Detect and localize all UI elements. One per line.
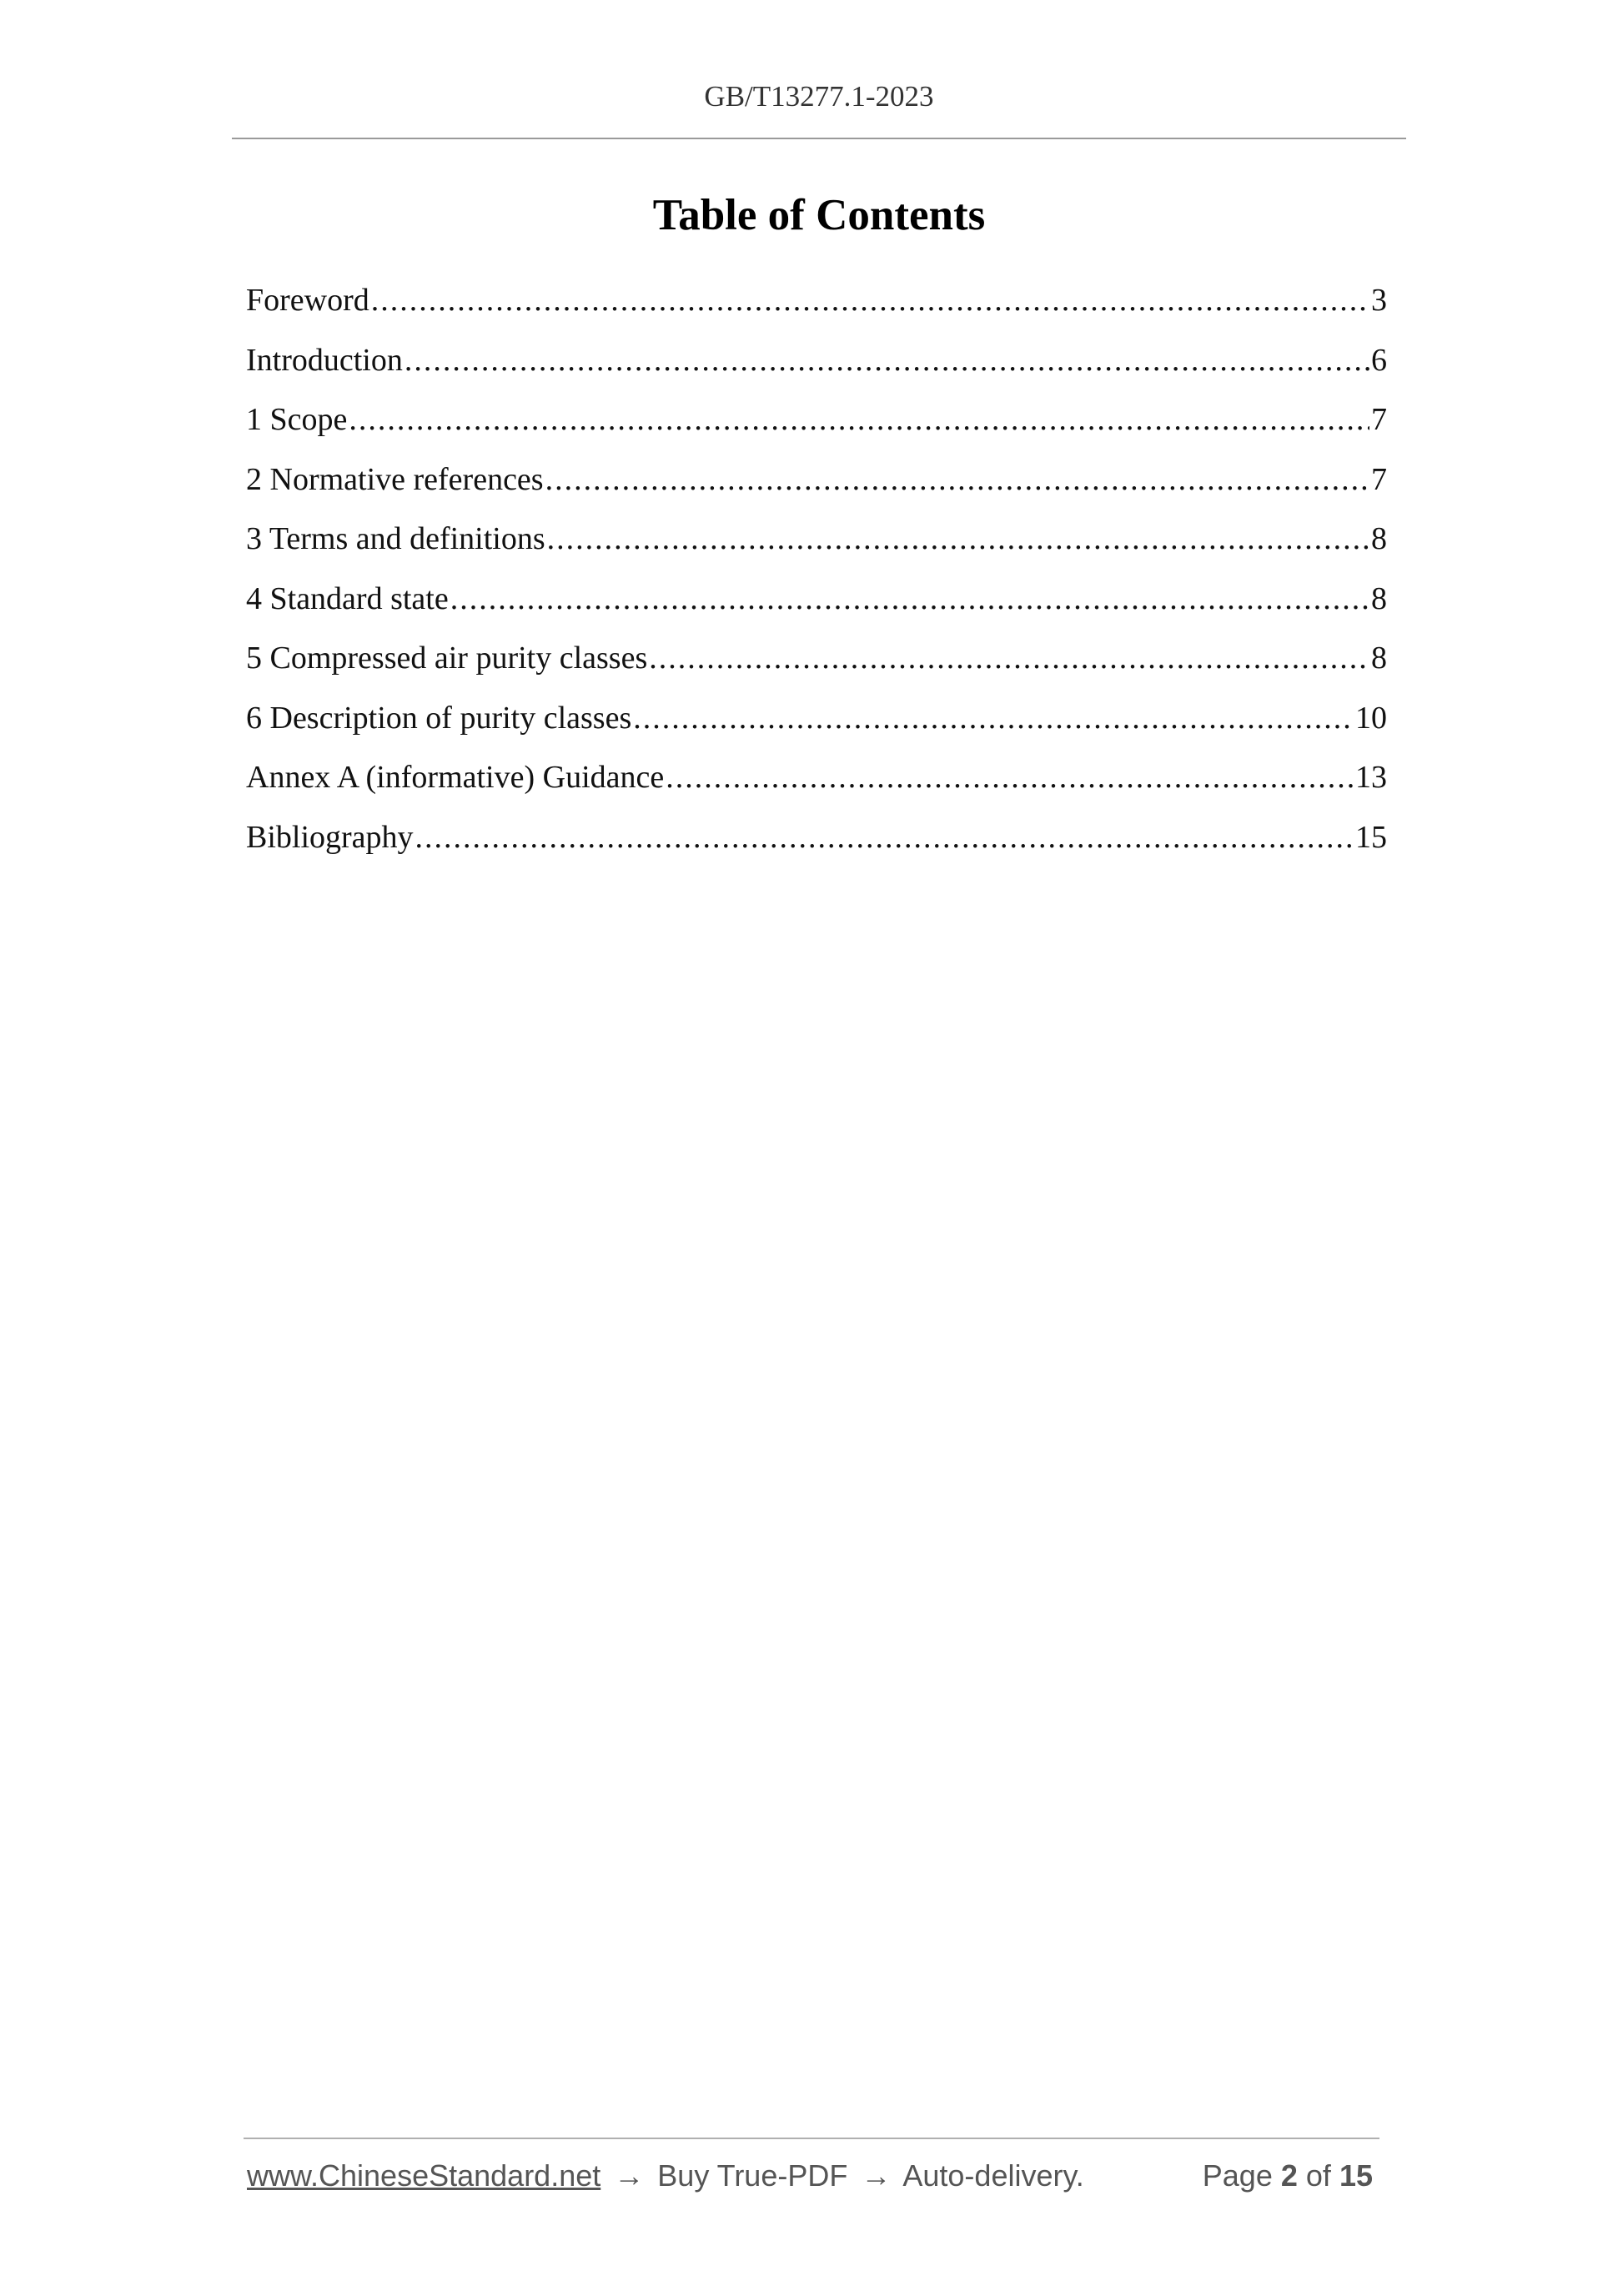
toc-entry-annex-a[interactable] xyxy=(246,756,1387,816)
toc-entry-introduction[interactable] xyxy=(246,339,1387,399)
toc-entry-terms-and-definitions[interactable] xyxy=(246,517,1387,577)
toc-entry-label: 2 Normative references xyxy=(246,461,544,497)
current-page-number: 2 xyxy=(1280,2158,1298,2193)
toc-leader-dots xyxy=(415,816,1354,859)
toc-entry-label: 3 Terms and definitions xyxy=(246,521,545,556)
toc-entry-label: Introduction xyxy=(246,342,403,378)
header-divider xyxy=(232,138,1406,139)
toc-entry-foreword[interactable] xyxy=(246,279,1387,339)
toc-entry-page: 7 xyxy=(1371,402,1387,437)
page-counter xyxy=(1203,2158,1373,2193)
footer-promo xyxy=(247,2158,1084,2193)
toc-entry-page: 8 xyxy=(1371,580,1387,616)
footer-divider xyxy=(244,2138,1379,2139)
toc-leader-dots xyxy=(371,279,1369,322)
toc-entry-page: 15 xyxy=(1355,819,1387,855)
toc-entry-label: 1 Scope xyxy=(246,402,348,437)
toc-entry-page: 8 xyxy=(1371,521,1387,556)
toc-entry-compressed-air-purity-classes[interactable] xyxy=(246,636,1387,696)
delivery-text: Auto-delivery. xyxy=(902,2158,1084,2193)
toc-entry-description-of-purity-classes[interactable] xyxy=(246,696,1387,756)
document-header-id: GB/T13277.1-2023 xyxy=(704,80,934,113)
toc-leader-dots xyxy=(547,517,1369,560)
toc-entry-label: 5 Compressed air purity classes xyxy=(246,641,648,676)
toc-entry-label: 4 Standard state xyxy=(246,580,449,616)
toc-leader-dots xyxy=(633,696,1354,740)
toc-entry-page: 7 xyxy=(1371,461,1387,497)
toc-entry-label: Annex A (informative) Guidance xyxy=(246,760,665,795)
toc-entry-bibliography[interactable] xyxy=(246,816,1387,876)
buy-text: Buy True-PDF xyxy=(657,2158,848,2193)
toc-entry-page: 8 xyxy=(1371,641,1387,676)
toc-entry-page: 3 xyxy=(1371,283,1387,318)
toc-leader-dots xyxy=(450,577,1369,620)
page-word: Page xyxy=(1202,2158,1273,2193)
toc-entry-normative-references[interactable] xyxy=(246,458,1387,518)
toc-entry-label: Foreword xyxy=(246,283,369,318)
toc-entry-label: Bibliography xyxy=(246,819,414,855)
toc-leader-dots xyxy=(649,636,1369,680)
toc-entry-page: 10 xyxy=(1355,700,1387,736)
toc-leader-dots xyxy=(349,398,1369,441)
of-word: of xyxy=(1305,2158,1331,2193)
page-title: Table of Contents xyxy=(652,191,986,239)
toc-entry-page: 13 xyxy=(1355,760,1387,795)
toc-entry-scope[interactable] xyxy=(246,398,1387,458)
toc-leader-dots xyxy=(545,458,1369,501)
toc-leader-dots xyxy=(404,339,1369,382)
toc-entry-standard-state[interactable] xyxy=(246,577,1387,637)
site-link[interactable]: www.ChineseStandard.net xyxy=(247,2158,601,2193)
table-of-contents xyxy=(246,279,1387,875)
toc-entry-label: 6 Description of purity classes xyxy=(246,700,632,736)
total-pages-number: 15 xyxy=(1339,2158,1373,2193)
right-arrow-icon: → xyxy=(861,2158,892,2193)
toc-leader-dots xyxy=(666,756,1354,799)
right-arrow-icon: → xyxy=(614,2158,645,2193)
toc-entry-page: 6 xyxy=(1371,342,1387,378)
